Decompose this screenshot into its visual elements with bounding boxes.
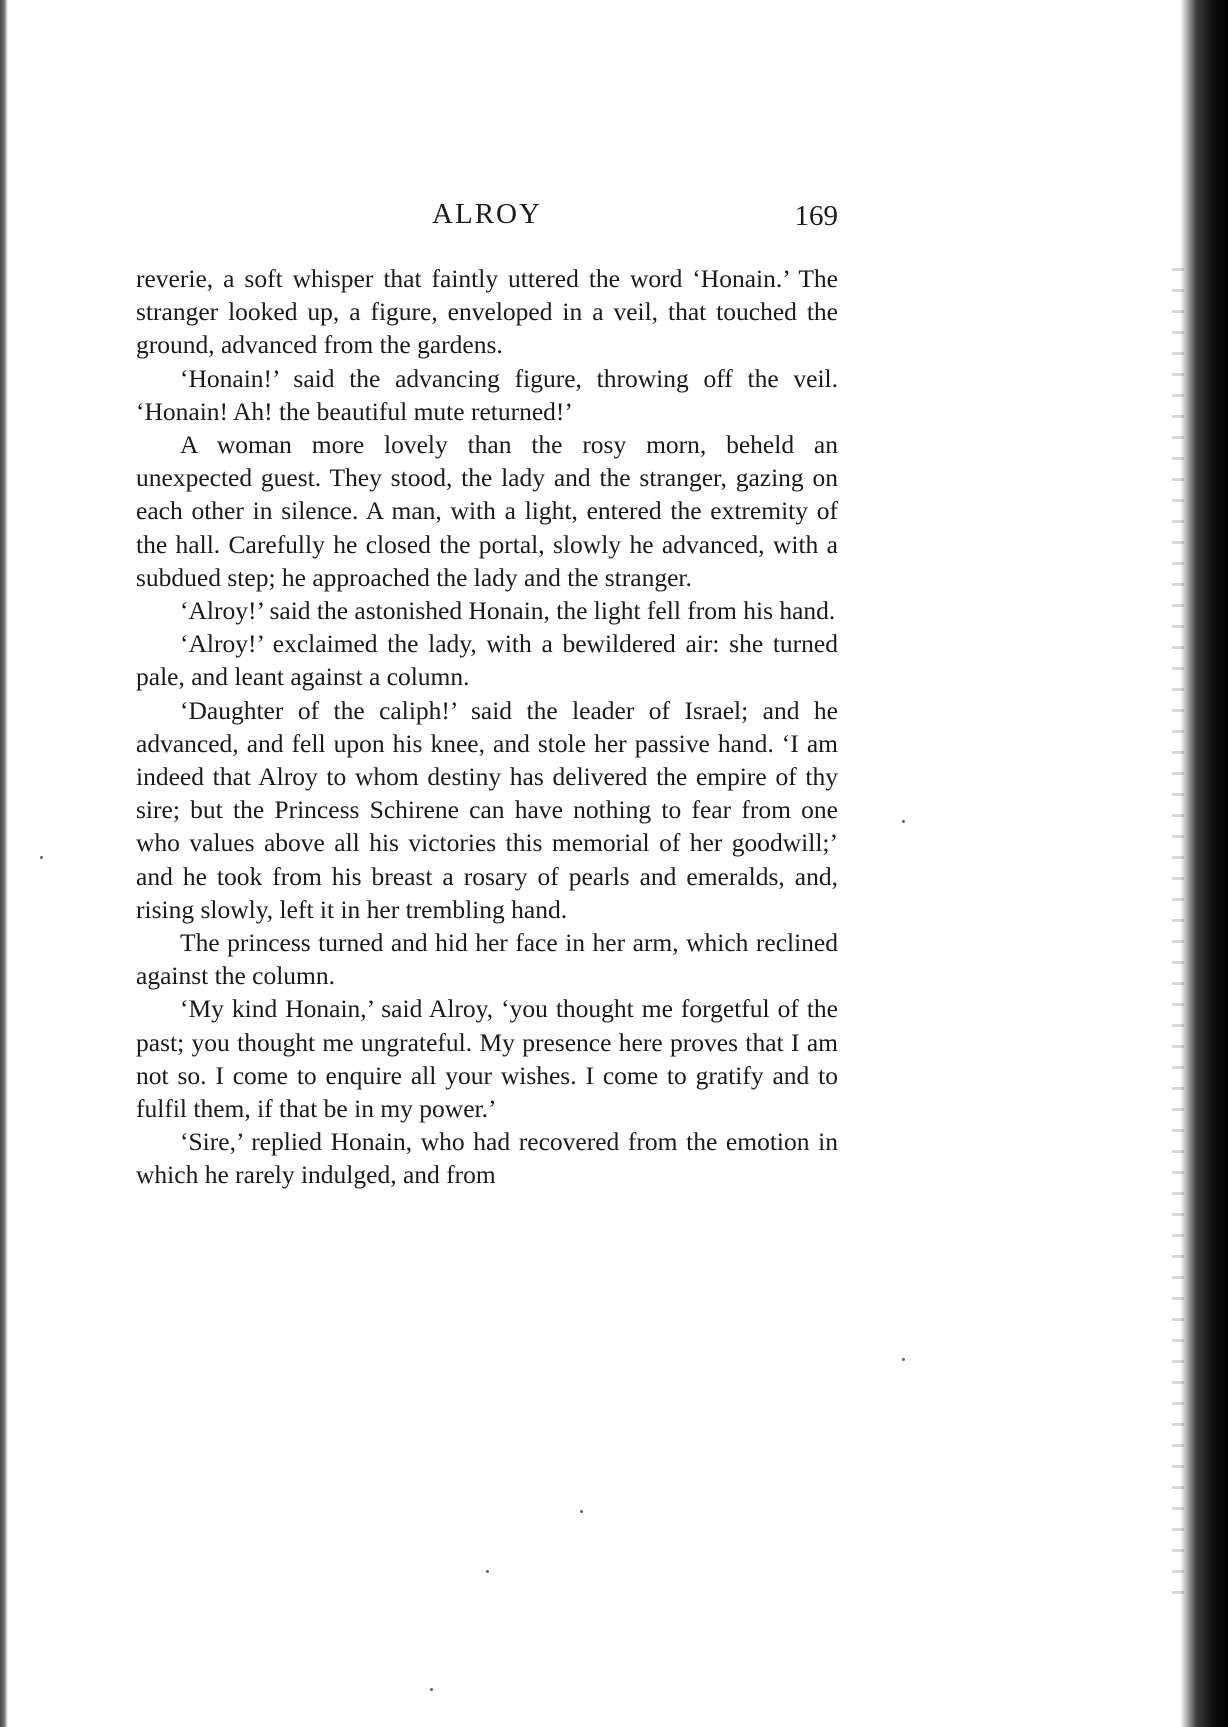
- paragraph: ‘Alroy!’ exclaimed the lady, with a bewildered air: she turned pale, and leant against a column.: [136, 629, 838, 692]
- paragraph: ‘Sire,’ replied Honain, who had recovered from the emotion in which he rarely indulged, and from: [136, 1127, 838, 1190]
- scan-edge-left: [0, 0, 8, 1727]
- scan-edge-right: [1180, 0, 1228, 1727]
- paragraph: ‘Alroy!’ said the astonished Honain, the light fell from his hand.: [180, 596, 836, 626]
- paragraph: ‘Honain!’ said the advancing figure, throwing off the veil. ‘Honain! Ah! the beautiful mute returned!’: [136, 363, 838, 426]
- scan-speck: [430, 1688, 433, 1691]
- scan-speck: [580, 1510, 583, 1513]
- running-title: ALROY: [432, 198, 542, 230]
- paragraph: The princess turned and hid her face in her arm, which reclined against the column.: [136, 928, 838, 991]
- scan-speck: [40, 856, 43, 859]
- scan-speck: [902, 1358, 905, 1361]
- paragraph: reverie, a soft whisper that faintly uttered the word ‘Honain.’ The stranger looked up, a figure, enveloped in a veil, that touched the ground, advanced from the gardens.: [136, 264, 838, 360]
- paragraph: ‘Daughter of the caliph!’ said the leader of Israel; and he advanced, and fell upon his knee, and stole her passive hand. ‘I am indeed that Alroy to whom destiny has delivered the empire of thy sire; but the Princess Schirene can have nothing to fear from one who values above all his victories this memorial of her goodwill;’ and he took from his breast a rosary of pearls and emeralds, and, rising slowly, left it in her trembling hand.: [136, 695, 838, 924]
- scan-edge-specks: [1172, 250, 1184, 1600]
- page-number: 169: [794, 200, 838, 232]
- scan-speck: [902, 820, 905, 823]
- paragraph: ‘My kind Honain,’ said Alroy, ‘you thought me forgetful of the past; you thought me ungrateful. My presence here proves that I am not so. I come to enquire all your wishes. I come to gratify and to fulfil them, if that be in my power.’: [136, 994, 838, 1124]
- body-text: [136, 262, 838, 1192]
- scan-speck: [486, 1570, 489, 1573]
- paragraph: A woman more lovely than the rosy morn, beheld an unexpected guest. They stood, the lady and the stranger, gazing on each other in silence. A man, with a light, entered the extremity of the hall. Carefully he closed the portal, slowly he advanced, with a subdued step; he approached the lady and the stranger.: [136, 430, 838, 592]
- page-header: [136, 196, 838, 236]
